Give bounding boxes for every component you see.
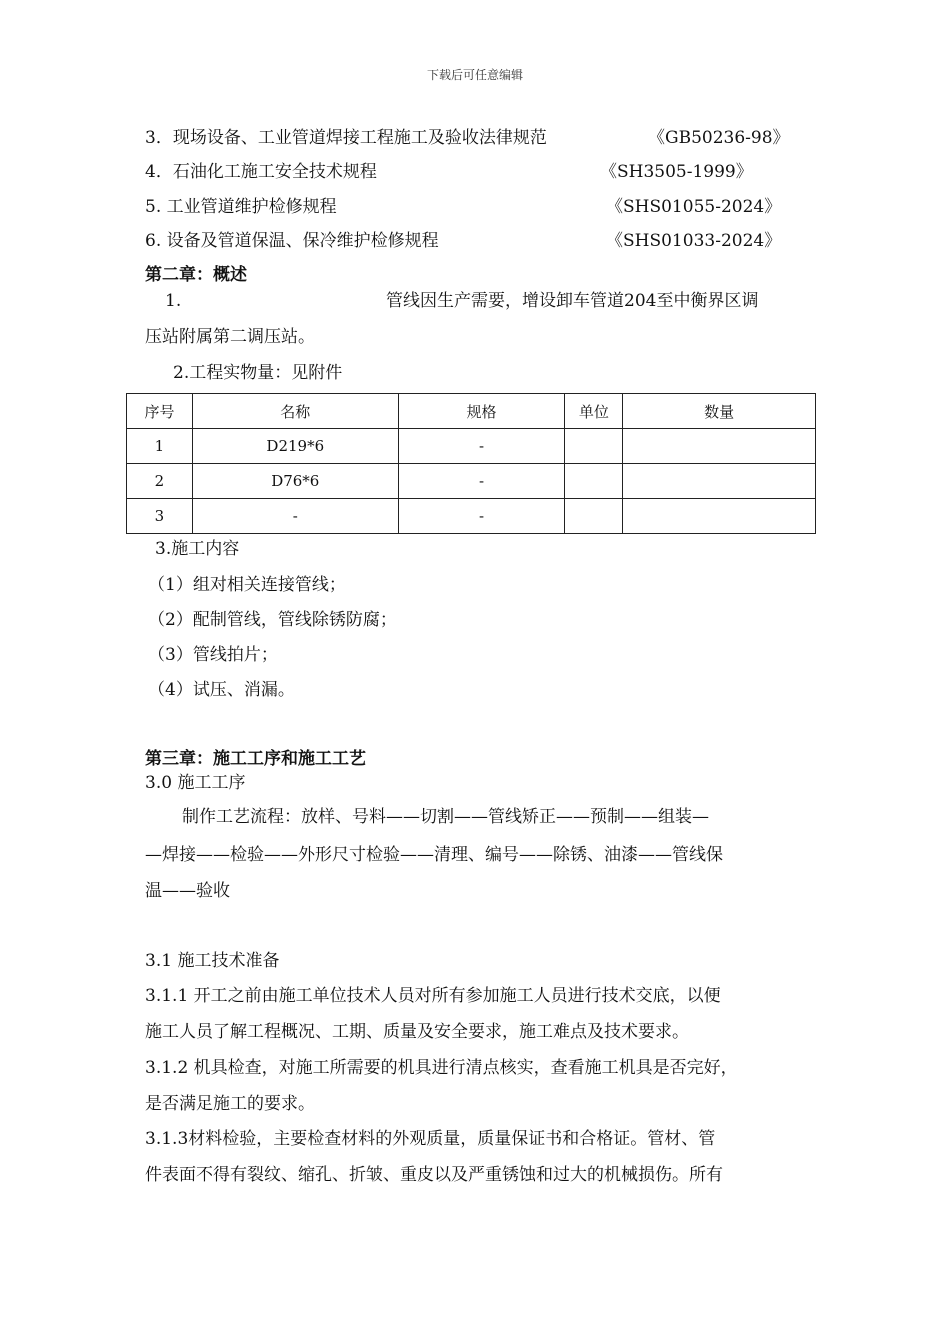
chapter-3-title: 第三章：施工工序和施工工艺 bbox=[145, 749, 366, 769]
cell-quantity bbox=[623, 429, 816, 464]
work-item-2: （2）配制管线，管线除锈防腐； bbox=[148, 610, 397, 630]
cell-name: D76*6 bbox=[192, 464, 398, 499]
cell-index: 1 bbox=[127, 429, 193, 464]
work-item-1: （1）组对相关连接管线； bbox=[148, 575, 346, 595]
header-quantity: 数量 bbox=[623, 394, 816, 429]
section-3-1-3-line-1: 3.1.3材料检验，主要检查材料的外观质量，质量保证书和合格证。管材、管 bbox=[145, 1129, 716, 1149]
cell-index: 3 bbox=[127, 499, 193, 534]
standard-6-text: 6. 设备及管道保温、保冷维护检修规程 bbox=[145, 231, 439, 251]
section-3-1-1-line-2: 施工人员了解工程概况、工期、质量及安全要求，施工难点及技术要求。 bbox=[145, 1022, 689, 1042]
cell-unit bbox=[565, 464, 623, 499]
header-name: 名称 bbox=[192, 394, 398, 429]
process-flow-line-3: 温——验收 bbox=[145, 881, 230, 901]
section-3-1-3-line-2: 件表面不得有裂纹、缩孔、折皱、重皮以及严重锈蚀和过大的机械损伤。所有 bbox=[145, 1165, 723, 1185]
table-row bbox=[127, 464, 816, 499]
overview-item-1-number: 1. bbox=[165, 291, 182, 311]
section-3-1: 3.1 施工技术准备 bbox=[145, 951, 280, 971]
overview-item-2: 2.工程实物量：见附件 bbox=[173, 363, 343, 383]
cell-unit bbox=[565, 429, 623, 464]
process-flow-line-2: —焊接——检验——外形尺寸检验——清理、编号——除锈、油漆——管线保 bbox=[145, 845, 723, 865]
quantity-table bbox=[126, 393, 816, 534]
overview-item-1-text: 管线因生产需要，增设卸车管道204至中衡界区调 bbox=[386, 291, 759, 311]
overview-item-1-continued: 压站附属第二调压站。 bbox=[145, 327, 315, 347]
cell-index: 2 bbox=[127, 464, 193, 499]
standard-3-text: 3．现场设备、工业管道焊接工程施工及验收法律规范 bbox=[145, 128, 547, 148]
cell-quantity bbox=[623, 499, 816, 534]
work-item-3: （3）管线拍片； bbox=[148, 645, 278, 665]
table-row bbox=[127, 429, 816, 464]
cell-name: - bbox=[192, 499, 398, 534]
standard-4-text: 4．石油化工施工安全技术规程 bbox=[145, 162, 377, 182]
standard-5-code: 《SHS01055-2024》 bbox=[606, 197, 782, 217]
chapter-2-title: 第二章：概述 bbox=[145, 265, 247, 285]
section-3-1-2-line-1: 3.1.2 机具检查，对施工所需要的机具进行清点核实，查看施工机具是否完好， bbox=[145, 1058, 738, 1078]
section-3-1-2-line-2: 是否满足施工的要求。 bbox=[145, 1094, 315, 1114]
standard-3-code: 《GB50236-98》 bbox=[648, 128, 790, 148]
section-3-1-1-line-1: 3.1.1 开工之前由施工单位技术人员对所有参加施工人员进行技术交底，以便 bbox=[145, 986, 721, 1006]
standard-4-code: 《SH3505-1999》 bbox=[600, 162, 753, 182]
cell-unit bbox=[565, 499, 623, 534]
table-row bbox=[127, 499, 816, 534]
header-spec: 规格 bbox=[398, 394, 565, 429]
standard-6-code: 《SHS01033-2024》 bbox=[606, 231, 782, 251]
standard-5-text: 5. 工业管道维护检修规程 bbox=[145, 197, 337, 217]
header-unit: 单位 bbox=[565, 394, 623, 429]
section-3-0: 3.0 施工工序 bbox=[145, 773, 246, 793]
table-header-row bbox=[127, 394, 816, 429]
header-index: 序号 bbox=[127, 394, 193, 429]
cell-spec: - bbox=[398, 429, 565, 464]
cell-name: D219*6 bbox=[192, 429, 398, 464]
work-item-4: （4）试压、消漏。 bbox=[148, 680, 295, 700]
work-content-title: 3.施工内容 bbox=[155, 539, 240, 559]
process-flow-line-1: 制作工艺流程：放样、号料——切割——管线矫正——预制——组装— bbox=[182, 807, 709, 827]
cell-spec: - bbox=[398, 499, 565, 534]
cell-quantity bbox=[623, 464, 816, 499]
page-header-note: 下载后可任意编辑 bbox=[426, 68, 523, 82]
cell-spec: - bbox=[398, 464, 565, 499]
